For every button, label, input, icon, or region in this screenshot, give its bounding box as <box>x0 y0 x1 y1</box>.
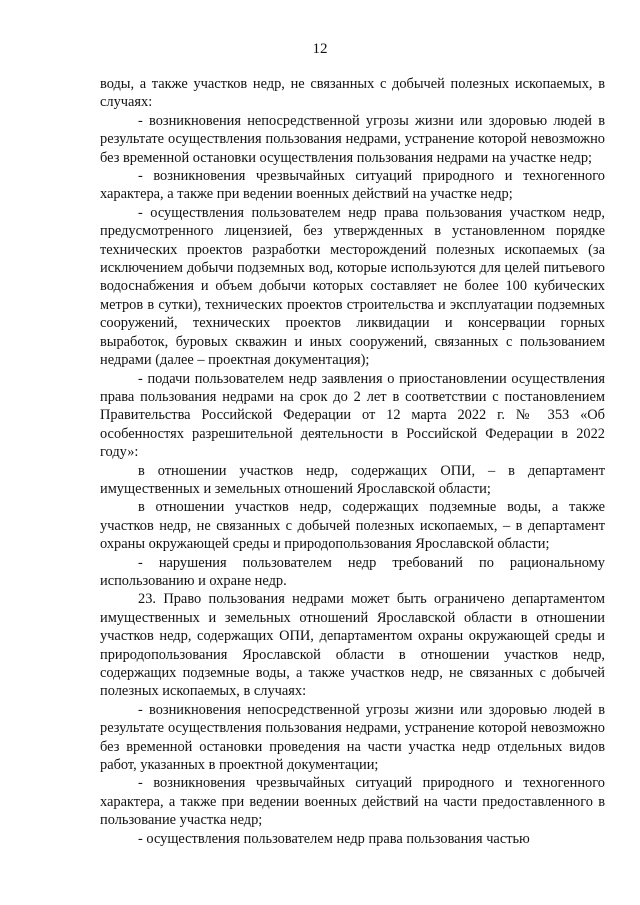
paragraph: - осуществления пользователем недр права пользования участком недр, предусмотренного лицензией, без утвержденных в установленном порядке технических проектов разработки месторождений полезных ископаемых (за исключением добычи подземных вод, которые используются для целей питьевого водоснабжения и объем добычи которых составляет не более 100 кубических метров в сутки), технических проектов строительства и эксплуатации подземных сооружений, технических проектов ликвидации и консервации горных выработок, буровых скважин и иных сооружений, связанных с пользованием недрами (далее – проектная документация); <box>100 204 605 369</box>
paragraph: воды, а также участков недр, не связанных с добычей полезных ископаемых, в случаях: <box>100 76 605 111</box>
paragraph: - возникновения непосредственной угрозы жизни или здоровью людей в результате осуществления пользования недрами, устранение которой невозможно без временной остановки осуществления пользования недрами на участке недр; <box>100 112 605 166</box>
paragraph: - возникновения непосредственной угрозы жизни или здоровью людей в результате осуществления пользования недрами, устранение которой невозможно без временной остановки проведения на части участка недр отдельных видов работ, указанных в проектной документации; <box>100 701 605 774</box>
paragraph: - осуществления пользователем недр права пользования частью <box>138 830 530 847</box>
paragraph: - подачи пользователем недр заявления о приостановлении осуществления права пользования недрами на срок до 2 лет в соответствии с постановлением Правительства Российской Федерации от 12 марта 2022 г. № 353 «Об особенностях разрешительной деятельности в Российской Федерации в 2022 году»: <box>100 370 605 461</box>
page-number: 12 <box>312 41 328 57</box>
paragraph: в отношении участков недр, содержащих подземные воды, а также участков недр, не связанных с добычей полезных ископаемых, – в департамент охраны окружающей среды и природопользования Ярославской области; <box>100 499 605 553</box>
paragraph: в отношении участков недр, содержащих ОПИ, – в департамент имущественных и земельных отношений Ярославской области; <box>100 462 605 497</box>
body-text <box>100 75 605 848</box>
paragraph: - нарушения пользователем недр требований по рациональному использованию и охране недр. <box>100 554 605 589</box>
paragraph: - возникновения чрезвычайных ситуаций природного и техногенного характера, а также при ведении военных действий на части предоставленного в пользование участка недр; <box>100 775 605 829</box>
paragraph: 23. Право пользования недрами может быть ограничено департаментом имущественных и земельных отношений Ярославской области в отношении участков недр, содержащих ОПИ, департаментом охраны окружающей среды и природопользования Ярославской области в отношении участков недр, содержащих подземные воды, а также участков недр, не связанных с добычей полезных ископаемых, в случаях: <box>100 591 605 700</box>
paragraph: - возникновения чрезвычайных ситуаций природного и техногенного характера, а также при ведении военных действий на участке недр; <box>100 168 605 203</box>
